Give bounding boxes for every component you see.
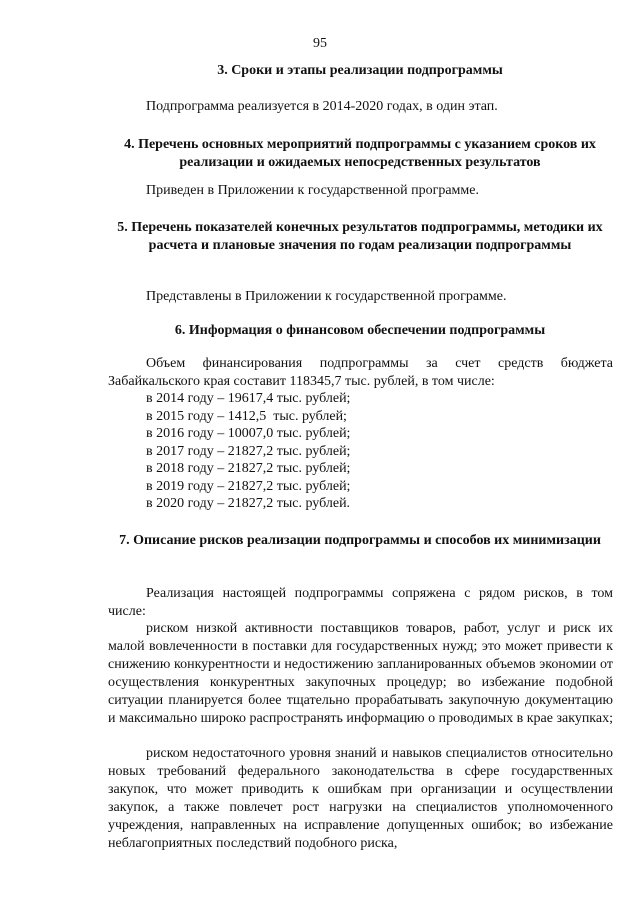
section-3-heading: 3. Сроки и этапы реализации подпрограммы: [217, 63, 503, 78]
list-item: в 2020 году – 21827,2 тыс. рублей.: [146, 496, 351, 511]
section-6-intro: Объем финансирования подпрограммы за счет средств бюджета Забайкальского края составит 118345,7 тыс. рублей, в том числе:: [108, 356, 613, 389]
section-4-heading: 4. Перечень основных мероприятий подпрограммы с указанием сроков их реализации и ожидаемых непосредственных результатов: [124, 137, 596, 170]
section-5-text: Представлены в Приложении к государственной программе.: [146, 289, 507, 304]
list-item: в 2019 году – 21827,2 тыс. рублей;: [146, 478, 351, 494]
section-7-paragraph-2: риском низкой активности поставщиков товаров, работ, услуг и риск их малой вовлеченности в поставки для государственных нужд; это может привести к снижению конкурентности и недостижению запланированных объемов экономии от осуществления конкурентных закупочных процедур; во избежание подобной ситуации планируется более тщательно прорабатывать закупочную документацию и максимально широко распространять информацию о проводимых в крае закупках;: [108, 621, 613, 726]
section-6-heading: 6. Информация о финансовом обеспечении подпрограммы: [174, 323, 546, 338]
list-item: в 2014 году – 19617,4 тыс. рублей;: [146, 391, 351, 406]
list-item: в 2015 году – 1412,5 тыс. рублей;: [146, 408, 347, 424]
section-7-paragraph-3: риском недостаточного уровня знаний и навыков специалистов относительно новых требований федерального законодательства в сфере государственных закупок, что может приводить к ошибкам при организации и осуществлении закупок, а также повлечет рост нагрузки на специалистов уполномоченного учреждения, направленных на исправление допущенных ошибок; во избежание неблагоприятных последствий подобного риска,: [108, 746, 613, 851]
section-7-heading: 7. Описание рисков реализации подпрограммы и способов их минимизации: [119, 533, 601, 548]
page-number: 95: [313, 36, 327, 51]
list-item: в 2017 году – 21827,2 тыс. рублей;: [146, 443, 351, 459]
section-4-text: Приведен в Приложении к государственной программе.: [146, 183, 479, 198]
list-item: в 2016 году – 10007,0 тыс. рублей;: [146, 426, 351, 441]
list-item: в 2018 году – 21827,2 тыс. рублей;: [146, 461, 351, 476]
section-7-paragraph-1: Реализация настоящей подпрограммы сопряжена с рядом рисков, в том числе:: [108, 586, 613, 619]
section-3-text: Подпрограмма реализуется в 2014-2020 годах, в один этап.: [146, 99, 498, 114]
section-5-heading: 5. Перечень показателей конечных результатов подпрограммы, методики их расчета и плановые значения по годам реализации подпрограммы: [117, 220, 603, 253]
financing-by-year-list: [146, 390, 350, 513]
